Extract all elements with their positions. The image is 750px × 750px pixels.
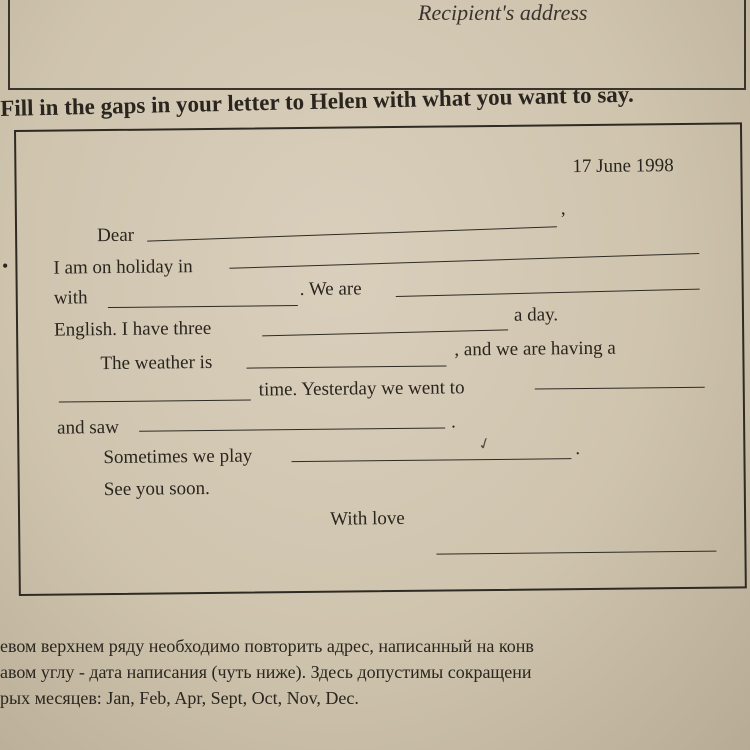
we-are-gap[interactable] — [396, 289, 700, 297]
lessons-gap[interactable] — [262, 329, 508, 336]
footnote-line-2: авом углу - дата написания (чуть ниже). Здесь допустимы сокращени — [0, 662, 532, 682]
address-box — [8, 0, 746, 90]
with-whom-gap[interactable] — [108, 305, 298, 308]
dear-text: Dear — [97, 224, 135, 247]
we-are-text: . We are — [299, 278, 362, 301]
recipient-name-gap[interactable] — [147, 226, 557, 241]
footnote-line-1: евом верхнем ряду необходимо повторить адрес, написанный на конв — [0, 636, 534, 656]
time-adjective-gap[interactable] — [59, 400, 251, 403]
holiday-place-gap[interactable] — [229, 253, 699, 269]
checkmark-icon: ✓ — [475, 434, 495, 455]
weather-gap[interactable] — [247, 365, 447, 368]
comma-mark: , — [560, 198, 566, 220]
having-text: , and we are having a — [454, 337, 616, 361]
with-love-text: With love — [329, 507, 405, 530]
letter-date: 17 June 1998 — [572, 155, 674, 178]
letter-box — [14, 122, 747, 596]
recipient-address-label: Recipient's address — [418, 0, 588, 25]
a-day-text: a day. — [513, 304, 559, 326]
sometimes-text: Sometimes we play — [103, 445, 253, 469]
instruction-text: Fill in the gaps in your letter to Helen with what you want to say. — [0, 81, 634, 121]
time-text: time. Yesterday we went to — [258, 377, 465, 401]
with-text: with — [53, 287, 88, 309]
holiday-text: I am on holiday in — [53, 256, 193, 279]
see-you-text: See you soon. — [103, 477, 210, 501]
play-gap[interactable] — [291, 458, 571, 462]
period-mark-2: . — [575, 438, 581, 460]
margin-dot: • — [2, 256, 9, 276]
and-saw-text: and saw — [57, 416, 119, 439]
signature-gap[interactable] — [436, 551, 716, 555]
weather-text: The weather is — [100, 351, 213, 375]
went-to-gap[interactable] — [535, 387, 705, 390]
footnote-line-3: рых месяцев: Jan, Feb, Apr, Sept, Oct, Nov, Dec. — [0, 688, 359, 708]
english-text: English. I have three — [53, 317, 212, 341]
saw-gap[interactable] — [139, 428, 445, 432]
period-mark-1: . — [450, 411, 456, 433]
